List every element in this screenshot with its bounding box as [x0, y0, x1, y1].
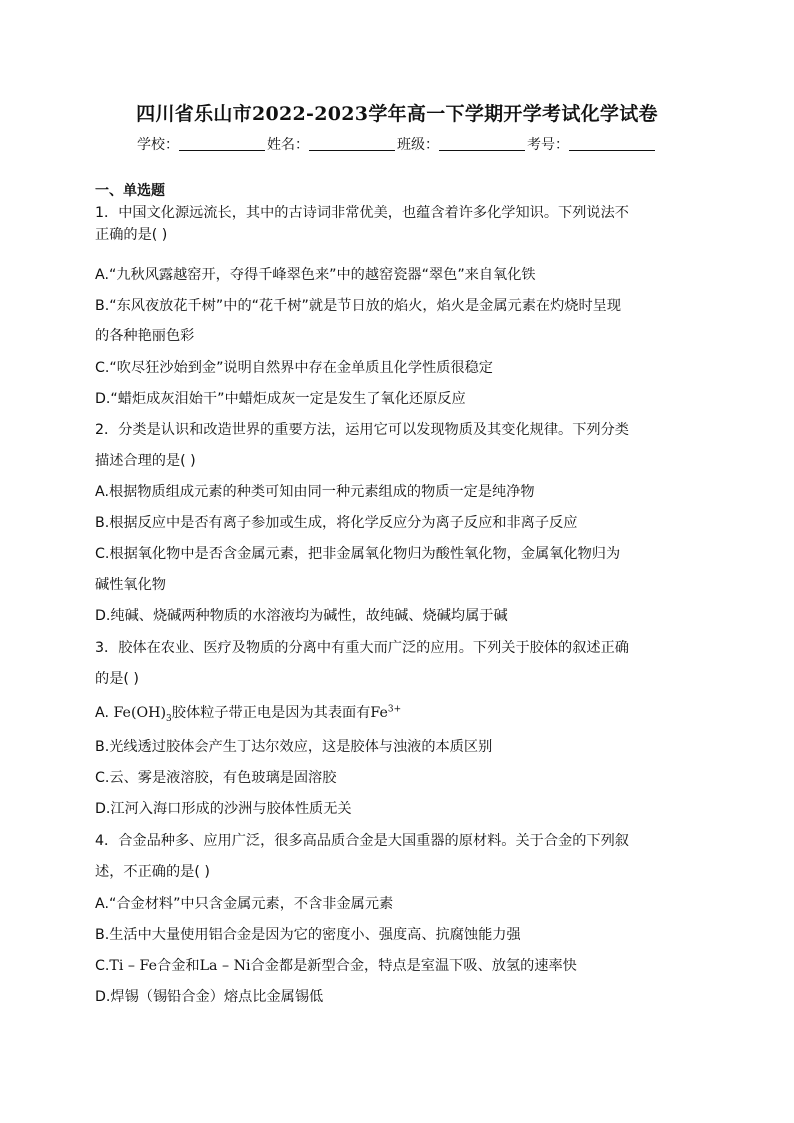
question-2-option-d: D.纯碱、烧碱两种物质的水溶液均为碱性，故纯碱、烧碱均属于碱	[95, 608, 508, 624]
question-4-line-1: 4．合金品种多、应用广泛，很多高品质合金是大国重器的原材料。关于合金的下列叙	[95, 833, 629, 849]
exam-number-label: 考号：	[527, 137, 569, 153]
question-4-option-c-prefix: C.	[95, 958, 110, 974]
question-2-line-1: 2．分类是认识和改造世界的重要方法，运用它可以发现物质及其变化规律。下列分类	[95, 422, 629, 438]
question-3-line-2: 的是( )	[95, 671, 139, 687]
question-1-option-a: A.“九秋风露越窑开，夺得千峰翠色来”中的越窑瓷器“翠色”来自氧化铁	[95, 267, 536, 283]
school-blank[interactable]	[179, 134, 265, 151]
question-3-stem	[95, 637, 705, 690]
question-2-line-2: 描述合理的是( )	[95, 453, 196, 469]
question-1-option-d: D.“蜡炬成灰泪始干”中蜡炬成灰一定是发生了氧化还原反应	[95, 391, 466, 407]
ti-fe-alloy: Ti – Fe	[109, 958, 157, 974]
question-2-option-c	[95, 543, 705, 596]
question-4-option-c-text: 合金都是新型合金，特点是室温下吸、放氢的速率快	[250, 958, 577, 974]
la-ni-alloy: La – Ni	[199, 958, 251, 974]
question-4-stem	[95, 830, 705, 883]
question-4-option-c	[95, 955, 705, 977]
question-1-line-2: 正确的是( )	[95, 227, 168, 243]
question-1-stem	[95, 202, 705, 246]
question-4-option-b: B.生活中大量使用铝合金是因为它的密度小、强度高、抗腐蚀能力强	[95, 927, 521, 943]
question-3-line-1: 3．胶体在农业、医疗及物质的分离中有重大而广泛的应用。下列关于胶体的叙述正确	[95, 640, 629, 656]
name-blank[interactable]	[309, 134, 395, 151]
question-1-option-b-line-1: B.“东风夜放花千树”中的“花千树”就是节日放的焰火，焰火是金属元素在灼烧时呈现	[95, 298, 622, 314]
question-1-option-c: C.“吹尽狂沙始到金”说明自然界中存在金单质且化学性质很稳定	[95, 360, 493, 376]
question-4-option-c-mid: 合金和	[157, 958, 200, 974]
question-2-option-c-line-2: 碱性氧化物	[95, 577, 166, 593]
section-heading: 一、单选题	[95, 183, 165, 199]
student-info-row	[0, 134, 794, 156]
question-2-stem	[95, 419, 705, 472]
school-field	[137, 134, 267, 156]
iron-ion: $Fe^{3+}$	[370, 704, 402, 721]
name-label: 姓名：	[267, 137, 309, 153]
question-2-option-b: B.根据反应中是否有离子参加或生成，将化学反应分为离子反应和非离子反应	[95, 515, 578, 531]
name-field	[267, 134, 397, 156]
question-1-option-b-line-2: 的各种艳丽色彩	[95, 328, 195, 344]
question-3-option-c: C.云、雾是液溶胶，有色玻璃是固溶胶	[95, 770, 337, 786]
exam-number-blank[interactable]	[569, 134, 655, 151]
question-2-option-c-line-1: C.根据氧化物中是否含金属元素，把非金属氧化物归为酸性氧化物，金属氧化物归为	[95, 546, 621, 562]
exam-number-field	[527, 134, 657, 156]
question-3-option-a-prefix: A.	[95, 705, 109, 721]
class-field	[397, 134, 527, 156]
question-4-line-2: 述，不正确的是( )	[95, 864, 210, 880]
question-2-option-a: A.根据物质组成元素的种类可知由同一种元素组成的物质一定是纯净物	[95, 484, 535, 500]
exam-title: 四川省乐山市2022-2023学年高一下学期开学考试化学试卷	[136, 103, 658, 125]
question-4-option-a: A.“合金材料”中只含金属元素，不含非金属元素	[95, 896, 394, 912]
question-1-line-1: 1．中国文化源远流长，其中的古诗词非常优美，也蕴含着许多化学知识。下列说法不	[95, 205, 629, 221]
hydroxide-formula: $Fe(OH)_3$	[113, 705, 172, 724]
question-3-option-a	[95, 702, 705, 724]
question-4-option-d: D.焊锡（锡铅合金）熔点比金属锡低	[95, 989, 324, 1005]
class-blank[interactable]	[439, 134, 525, 151]
question-3-option-a-text: 胶体粒子带正电是因为其表面有	[171, 705, 371, 721]
class-label: 班级：	[397, 137, 439, 153]
school-label: 学校：	[137, 137, 179, 153]
question-1-option-b	[95, 295, 705, 347]
question-3-option-d: D.江河入海口形成的沙洲与胶体性质无关	[95, 801, 352, 817]
question-3-option-b: B.光线透过胶体会产生丁达尔效应，这是胶体与浊液的本质区别	[95, 739, 493, 755]
